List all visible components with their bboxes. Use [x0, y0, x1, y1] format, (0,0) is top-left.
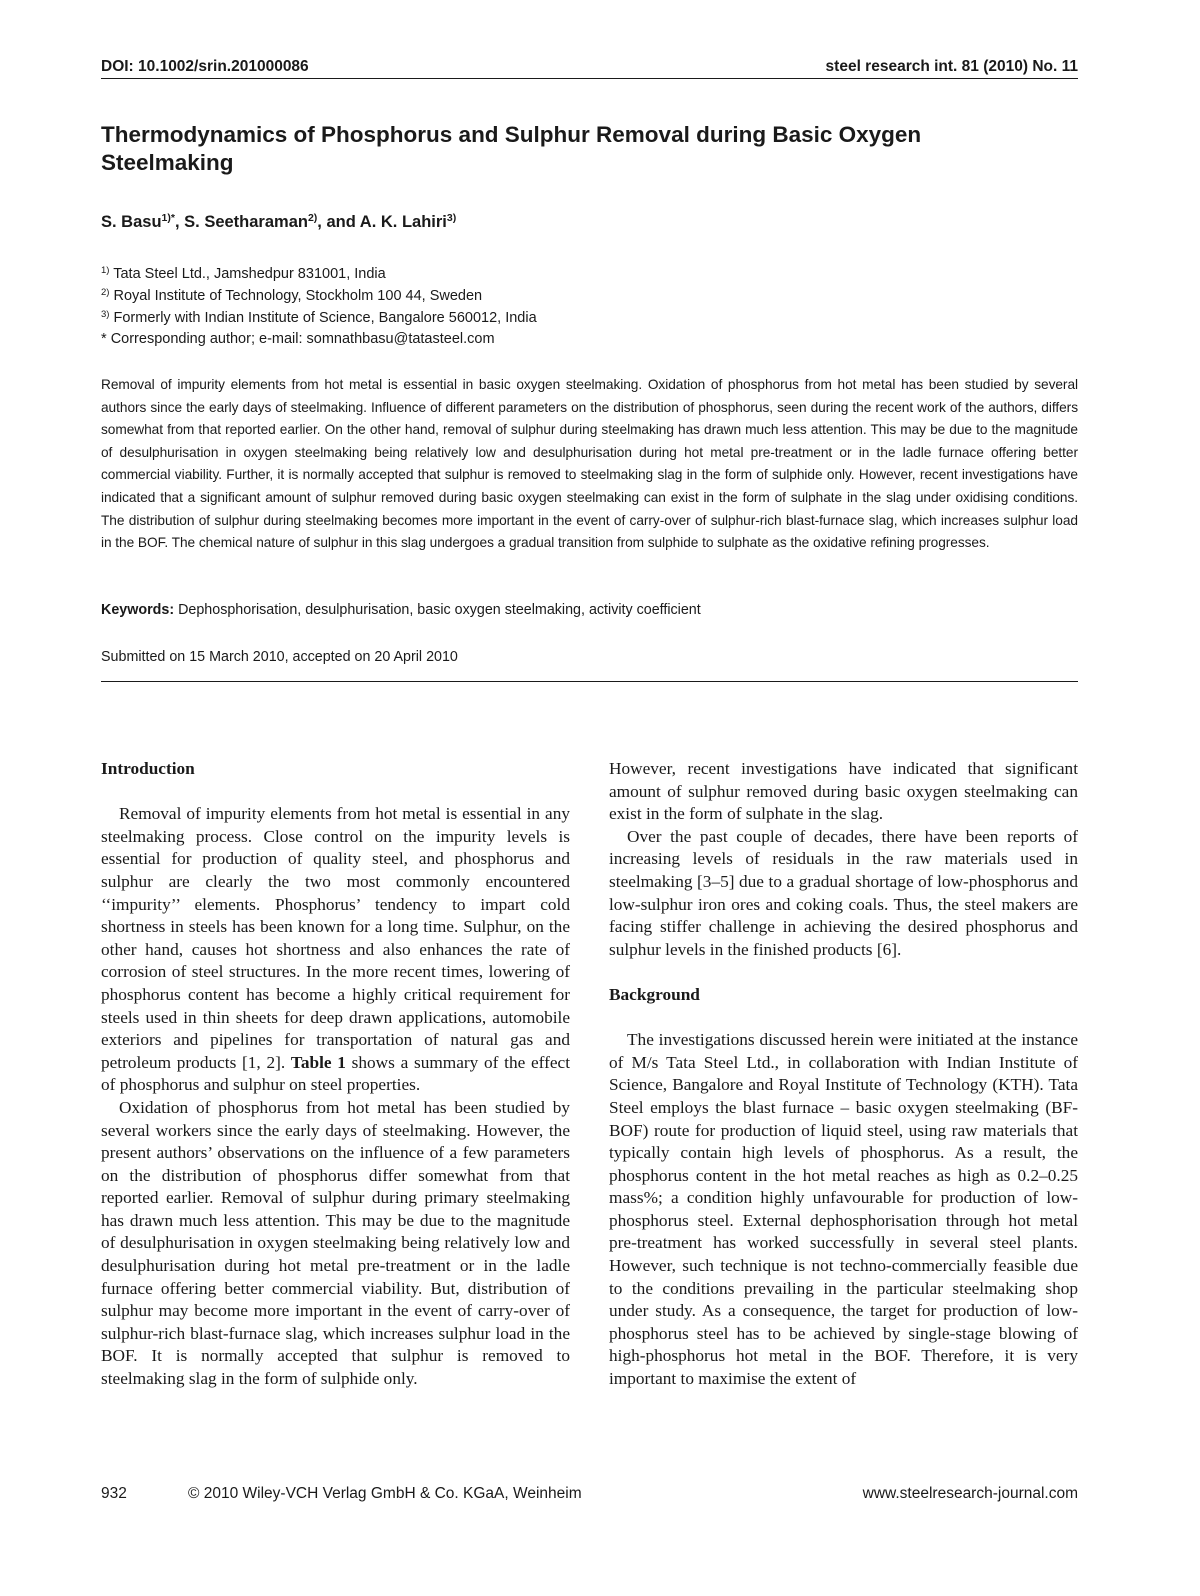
- doi-label: DOI: 10.1002/srin.201000086: [101, 58, 309, 75]
- affiliation-mark: 1): [101, 265, 110, 276]
- affiliation: [101, 287, 482, 304]
- author-mark: 1)*: [161, 212, 175, 224]
- paragraph: However, recent investigations have indicated that significant amount of sulphur removed during basic oxygen steelmaking can exist in the form of sulphate in the slag.: [609, 759, 1078, 824]
- page-number: 932: [101, 1485, 127, 1502]
- author-separator: , and: [317, 213, 360, 231]
- keywords: [101, 602, 701, 618]
- submission-dates: Submitted on 15 March 2010, accepted on 20 April 2010: [101, 649, 458, 665]
- affiliation-text: Corresponding author; e-mail: somnathbasu@tatasteel.com: [110, 331, 495, 347]
- body-column-left: [101, 758, 570, 1391]
- section-divider: [101, 681, 1078, 682]
- section-heading-introduction: Introduction: [101, 759, 195, 778]
- author-mark: 2): [307, 212, 318, 224]
- body-column-right: [609, 758, 1078, 1391]
- paragraph: Oxidation of phosphorus from hot metal has been studied by several workers since the early days of steelmaking. However, the present authors’ observations on the influence of a few parameters on the distribution of phosphorus differ somewhat from that reported earlier. Removal of sulphur during primary steelmaking has drawn much less attention. This may be due to the magnitude of desulphurisation in oxygen steelmaking being relatively low and desulphurisation during hot metal pre-treatment or in the ladle furnace offering better commercial viability. But, distribution of sulphur may become more important in the event of carry-over of sulphur-rich blast-furnace slag, which increases sulphur load in the BOF. It is normally accepted that sulphur is removed to steelmaking slag in the form of sulphide only.: [101, 1097, 570, 1389]
- author-name: S. Basu: [101, 213, 162, 231]
- author-name: A. K. Lahiri: [359, 213, 447, 231]
- affiliation-mark: *: [101, 331, 107, 347]
- affiliation-text: Formerly with Indian Institute of Science, Bangalore 560012, India: [113, 310, 537, 326]
- paragraph-text: shows a summary of the effect of phosphorus and sulphur on steel properties.: [101, 1052, 570, 1095]
- affiliation: [101, 265, 386, 282]
- corresponding-author: [101, 331, 495, 347]
- author-name: S. Seetharaman: [184, 213, 308, 231]
- author-list: [101, 212, 456, 232]
- article-title: Thermodynamics of Phosphorus and Sulphur Removal during Basic Oxygen Steelmaking: [101, 122, 922, 175]
- copyright-notice: © 2010 Wiley-VCH Verlag GmbH & Co. KGaA, Weinheim: [188, 1485, 582, 1502]
- affiliation-mark: 3): [101, 309, 110, 320]
- paragraph: Over the past couple of decades, there have been reports of increasing levels of residuals in the raw materials used in steelmaking [3–5] due to a gradual shortage of low-phosphorus and low-sulphur iron ores and coking coals. Thus, the steel makers are facing stiffer challenge in achieving the desired phosphorus and sulphur levels in the finished products [6].: [609, 826, 1078, 959]
- affiliation-text: Royal Institute of Technology, Stockholm 100 44, Sweden: [113, 288, 483, 304]
- keywords-text: Dephosphorisation, desulphurisation, basic oxygen steelmaking, activity coefficient: [174, 602, 701, 618]
- abstract: Removal of impurity elements from hot metal is essential in basic oxygen steelmaking. Oxidation of phosphorus from hot metal has been studied by several authors since the early days of steelmaking. Influence of different parameters on the distribution of phosphorus, seen during the recent work of the authors, differs somewhat from that reported earlier. On the other hand, removal of sulphur during steelmaking has drawn much less attention. This may be due to the magnitude of desulphurisation in oxygen steelmaking being relatively low and desulphurisation during hot metal pre-treatment or in the ladle furnace offering better commercial viability. Further, it is normally accepted that sulphur is removed to steelmaking slag in the form of sulphide only. However, recent investigations have indicated that a significant amount of sulphur removed during basic oxygen steelmaking can exist in the form of sulphate in the slag under oxidising conditions. The distribution of sulphur during steelmaking becomes more important in the event of carry-over of sulphur-rich blast-furnace slag, which increases sulphur load in the BOF. The chemical nature of sulphur in this slag undergoes a gradual transition from sulphide to sulphate as the oxidative refining progresses.: [101, 377, 1078, 551]
- paragraph: The investigations discussed herein were initiated at the instance of M/s Tata Steel Ltd., in collaboration with Indian Institute of Science, Bangalore and Royal Institute of Technology (KTH). Tata Steel employs the blast furnace – basic oxygen steelmaking (BF-BOF) route for production of liquid steel, using raw materials that typically contain high levels of phosphorus. As a result, the phosphorus content in the hot metal reaches as high as 0.2–0.25 mass%; a condition highly unfavourable for production of low-phosphorus steel. External dephosphorisation through hot metal pre-treatment has worked successfully in several steel plants. However, such technique is not techno-commercially feasible due to the conditions prevailing in the particular steelmaking shop under study. As a consequence, the target for production of low-phosphorus steel has to be achieved by single-stage blowing of high-phosphorus hot metal in the BOF. Therefore, it is very important to maximise the extent of: [609, 1030, 1078, 1389]
- table-reference: Table 1: [290, 1052, 346, 1072]
- author-mark: 3): [446, 212, 457, 224]
- journal-label: steel research int. 81 (2010) No. 11: [825, 58, 1078, 75]
- running-header: [101, 58, 1078, 79]
- paragraph: [101, 803, 570, 1097]
- affiliation-mark: 2): [101, 287, 110, 298]
- affiliation: [101, 309, 537, 326]
- journal-url: www.steelresearch-journal.com: [862, 1485, 1078, 1502]
- keywords-label: Keywords:: [101, 602, 175, 618]
- paragraph-text: Removal of impurity elements from hot metal is essential in any steelmaking process. Close control on the impurity levels is essential for production of quality steel, and phosphorus and sulphur are clearly the two most commonly encountered ‘‘impurity’’ elements. Phosphorus’ tendency to impart cold shortness in steels has been known for a long time. Sulphur, on the other hand, causes hot shortness and also enhances the rate of corrosion of steel structures. In the more recent times, lowering of phosphorus content has become a highly critical requirement for steels used in thin sheets for deep drawn applications, automobile exteriors and pipelines for transportation of natural gas and petroleum products [1, 2].: [101, 804, 570, 1072]
- author-separator: ,: [174, 213, 185, 231]
- section-heading-background: Background: [609, 984, 700, 1004]
- affiliation-text: Tata Steel Ltd., Jamshedpur 831001, India: [113, 266, 386, 282]
